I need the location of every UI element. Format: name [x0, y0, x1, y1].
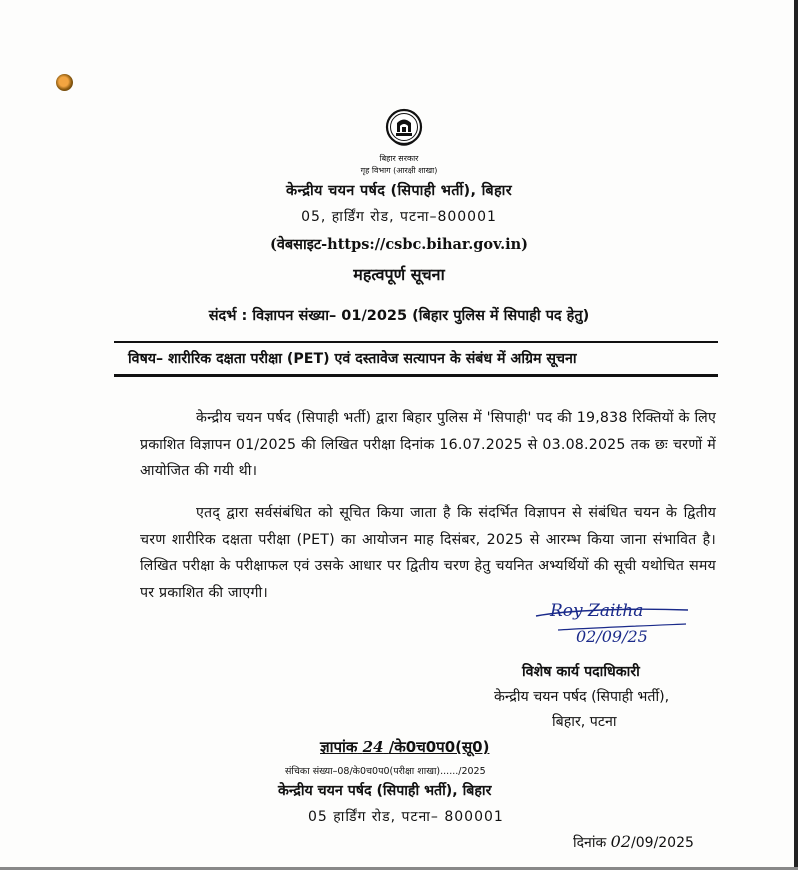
svg-text:02/09/25: 02/09/25 — [576, 627, 648, 646]
signatory-org: केन्द्रीय चयन पर्षद (सिपाही भर्ती), — [494, 689, 670, 705]
memo-handwritten-number: 24 — [362, 738, 384, 756]
footer-address: 05 हार्डिंग रोड, पटना– 800001 — [308, 809, 504, 825]
subject-bottom-rule — [114, 374, 718, 377]
memo-number — [320, 737, 489, 757]
date-rest: /09/2025 — [631, 835, 694, 851]
date-day-handwritten: 02 — [610, 832, 632, 851]
footer-org: केन्द्रीय चयन पर्षद (सिपाही भर्ती), बिहार — [278, 783, 492, 799]
paragraph-1 — [140, 405, 716, 485]
svg-text:Roy Zaitha: Roy Zaitha — [550, 601, 644, 621]
issue-date — [573, 832, 694, 852]
file-number-note: संचिका संख्या–08/के0च0प0(परीक्षा शाखा)....../2025 — [285, 766, 486, 777]
scan-edge — [794, 0, 798, 870]
paragraph-2-text: एतद् द्वारा सर्वसंबंधित को सूचित किया जाता है कि संदर्भित विज्ञापन से संबंधित चयन के द्वितीय चरण शारीरिक दक्षता परीक्षा (PET) का आयोजन माह दिसंबर, 2025 से आरम्भ किया जाना संभावित है। लिखित परीक्षा के परीक्षाफल एवं उसके आधार पर द्वितीय चरण हेतु चयनित अभ्यर्थियों की सूची यथोचित समय पर प्रकाशित की जाएगी। — [140, 505, 716, 601]
punch-hole-icon — [56, 74, 73, 91]
paragraph-1-text: केन्द्रीय चयन पर्षद (सिपाही भर्ती) द्वारा बिहार पुलिस में 'सिपाही' पद की 19,838 रिक्तियों के लिए प्रकाशित विज्ञापन 01/2025 की लिखित परीक्षा दिनांक 16.07.2025 से 03.08.2025 तक छः चरणों में आयोजित की गयी थी। — [140, 410, 716, 479]
subject-top-rule — [114, 341, 718, 343]
reference-line: संदर्भ : विज्ञापन संख्या– 01/2025 (बिहार पुलिस में सिपाही पद हेतु) — [208, 308, 590, 324]
govt-name: बिहार सरकार — [379, 154, 419, 163]
subject-line: विषय– शारीरिक दक्षता परीक्षा (PET) एवं दस्तावेज सत्यापन के संबंध में अग्रिम सूचना — [128, 351, 577, 367]
state-emblem-icon — [385, 108, 423, 150]
org-name: केन्द्रीय चयन पर्षद (सिपाही भर्ती), बिहार — [286, 183, 512, 199]
handwritten-signature — [528, 596, 698, 646]
dept-name: गृह विभाग (आरक्षी शाखा) — [360, 166, 438, 175]
signatory-place: बिहार, पटना — [552, 714, 617, 730]
date-label: दिनांक — [573, 835, 607, 851]
page-title: महत्वपूर्ण सूचना — [353, 265, 445, 284]
paragraph-2 — [140, 500, 716, 606]
memo-prefix: ज्ञापांक — [320, 738, 358, 756]
memo-suffix: /के0च0प0(सू0) — [388, 738, 490, 756]
signatory-designation: विशेष कार्य पदाधिकारी — [522, 664, 640, 680]
org-address: 05, हार्डिंग रोड, पटना–800001 — [301, 209, 497, 225]
website: (वेबसाइट-https://csbc.bihar.gov.in) — [269, 236, 529, 253]
